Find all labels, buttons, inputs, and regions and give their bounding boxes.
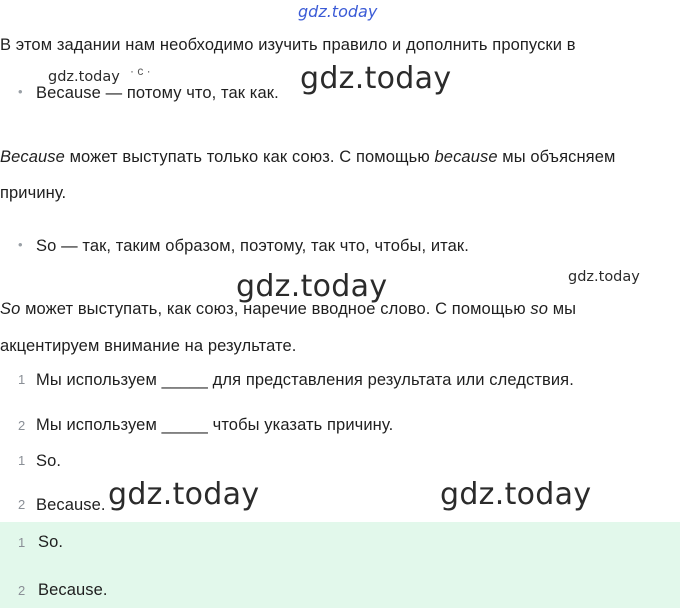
answer-number: 2	[18, 583, 26, 598]
because-word-2: because	[434, 148, 498, 166]
so-description-line2: акцентируем внимание на результате.	[0, 337, 297, 355]
answer-text: So.	[36, 452, 62, 470]
bullet-icon: •	[18, 237, 23, 252]
task-number: 1	[18, 372, 26, 387]
answer-box	[0, 522, 680, 608]
answer-number: 1	[18, 535, 26, 550]
task-text: Мы используем _____ чтобы указать причину.	[36, 416, 394, 434]
watermark-small-1: gdz.today	[48, 69, 120, 85]
answer-number: 1	[18, 453, 26, 468]
because-description	[0, 146, 615, 168]
answer-text: Because.	[38, 581, 108, 599]
so-desc-part1: может выступать, как союз, наречие вводное слово. С помощью	[20, 300, 531, 318]
task-number: 2	[18, 418, 26, 433]
watermark-big-4: gdz.today	[440, 477, 592, 512]
bullet-icon: •	[18, 84, 23, 99]
so-bullet-text: So — так, таким образом, поэтому, так что, чтобы, итак.	[36, 237, 469, 255]
answer-number: 2	[18, 497, 26, 512]
because-description-line2: причину.	[0, 184, 67, 202]
intro-partial: · с ·	[130, 64, 151, 78]
intro-text: В этом задании нам необходимо изучить правило и дополнить пропуски в	[0, 36, 576, 54]
because-desc-part1: может выступать только как союз. С помощью	[64, 148, 435, 166]
so-description	[0, 298, 576, 320]
watermark-big-1: gdz.today	[300, 61, 452, 96]
so-desc-part2: мы	[548, 300, 577, 318]
answer-text: So.	[38, 533, 64, 551]
watermark-big-2: gdz.today	[236, 269, 388, 304]
because-bullet-text: Because — потому что, так как.	[36, 84, 279, 102]
watermark-top: gdz.today	[298, 2, 378, 21]
answer-text: Because.	[36, 496, 106, 514]
because-word: Because	[0, 148, 65, 166]
so-word: So	[0, 300, 21, 318]
because-desc-part2: мы объясняем	[497, 148, 616, 166]
task-text: Мы используем _____ для представления результата или следствия.	[36, 371, 574, 389]
watermark-big-3: gdz.today	[108, 477, 260, 512]
watermark-small-2: gdz.today	[568, 269, 640, 285]
so-word-2: so	[530, 300, 549, 318]
